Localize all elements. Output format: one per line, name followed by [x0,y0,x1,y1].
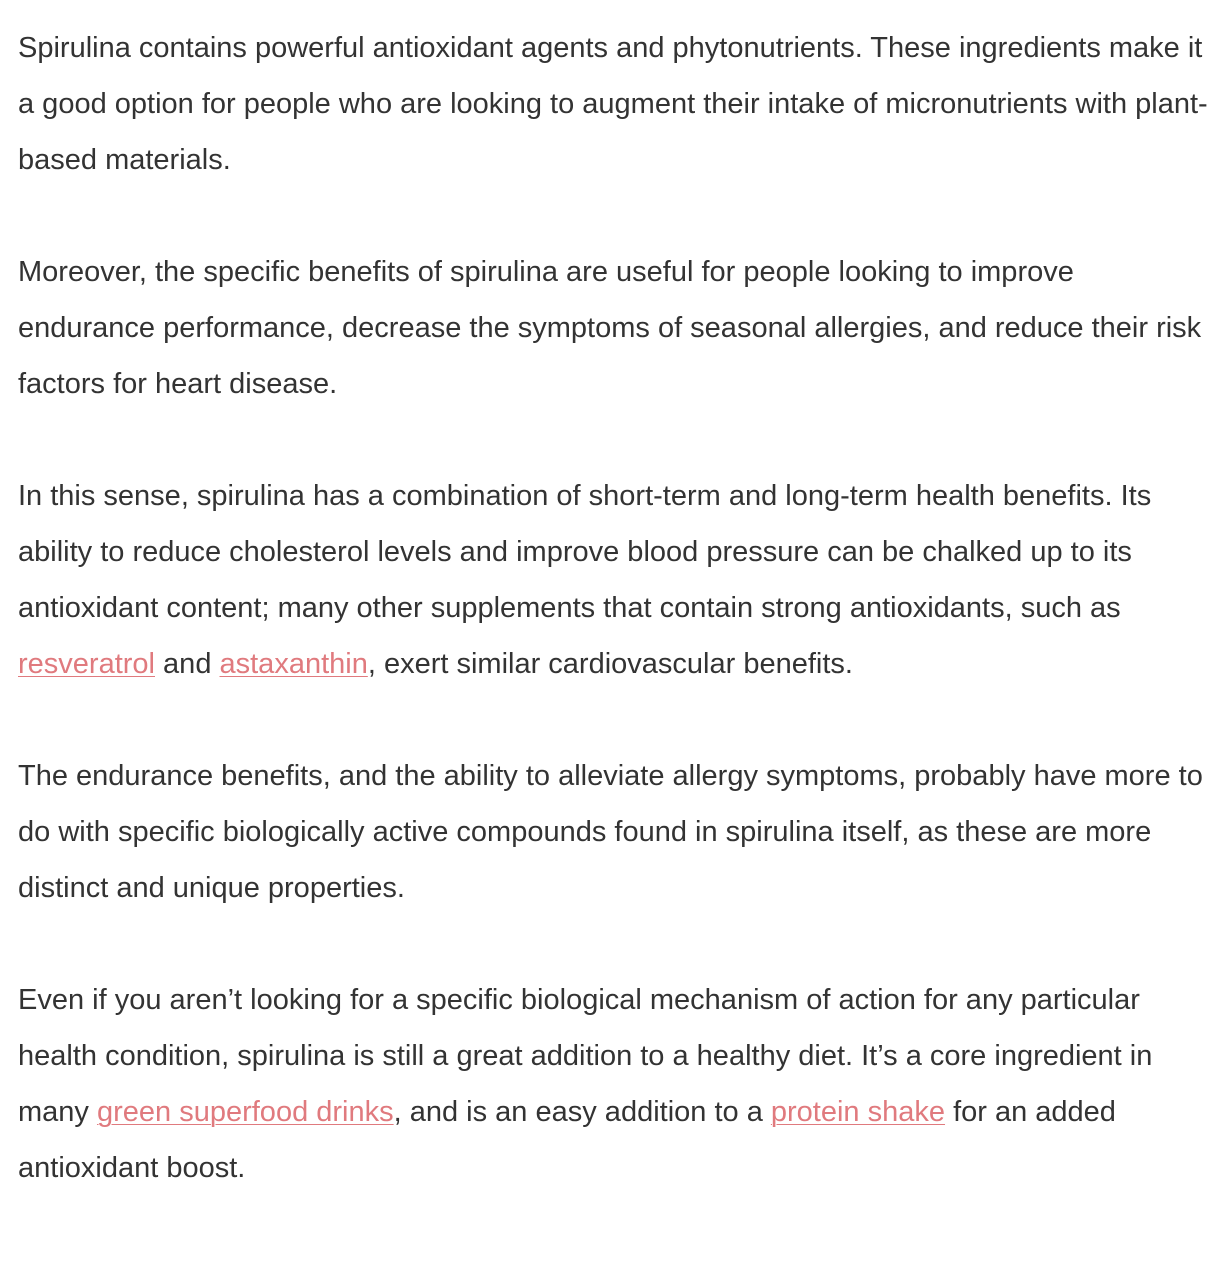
resveratrol-link[interactable]: resveratrol [18,648,155,680]
paragraph-endurance [18,748,1214,916]
paragraph-text: The endurance benefits, and the ability to alleviate allergy symptoms, probably have more to do with specific biologically active compounds found in spirulina itself, as these are more distinct and unique properties. [18,760,1203,904]
paragraph-text: Moreover, the specific benefits of spirulina are useful for people looking to improve endurance performance, decrease the symptoms of seasonal allergies, and reduce their risk factors for heart disease. [18,256,1202,400]
paragraph-text: , and is an easy addition to a [393,1096,771,1128]
paragraph-health-benefits [18,468,1214,692]
paragraph-text: , exert similar cardiovascular benefits. [367,648,853,680]
paragraph-text: Spirulina contains powerful antioxidant agents and phytonutrients. These ingredients make it a good option for people who are looking to augment their intake of micronutrients with plant-based materials. [18,32,1208,176]
paragraph-healthy-diet [18,972,1214,1196]
astaxanthin-link[interactable]: astaxanthin [219,648,368,680]
paragraph-text: Even if you aren’t looking for a specific biological mechanism of action for any particular health condition, spirulina is still a great addition to a healthy diet. It’s a core ingredient in many [18,984,1153,1128]
paragraph-text: for an added antioxidant boost. [18,1096,1116,1184]
paragraph-text: and [155,648,220,680]
paragraph-antioxidants [18,20,1214,188]
protein-shake-link[interactable]: protein shake [770,1096,946,1128]
green-superfood-drinks-link[interactable]: green superfood drinks [96,1096,394,1128]
paragraph-specific-benefits [18,244,1214,412]
paragraph-text: In this sense, spirulina has a combination of short-term and long-term health benefits. Its ability to reduce cholesterol levels and improve blood pressure can be chalked up to its antioxidant content; many other supplements that contain strong antioxidants, such as [18,480,1152,624]
